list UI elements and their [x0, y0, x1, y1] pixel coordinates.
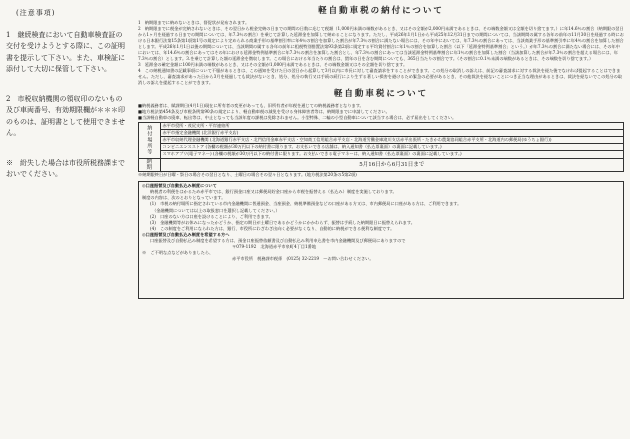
main-column [138, 4, 624, 299]
apply-heading: ◎口座振替及び自動払込み制度を希望する方へ [142, 231, 230, 237]
place-row: 赤平市収納代理金融機関 (北海道銀行赤平支店・北門信用金庫赤平支店・空知商工信用組合赤平支店・北海道労働金庫滝川支店赤平出張所・たきかわ農業協同組合赤平支所・北海道内の郵便局(ゆうちょ銀行)) [160, 137, 623, 144]
note-3: ※ 紛失した場合は市役所税務課までおいでください。 [6, 158, 125, 178]
auto-debit-item-3: (3) 金融機関等がお休みになったかどうか、指定の期日が土曜日であるかどうかにかかわらず、振替は手続した納期限日に振替えられます。 [150, 219, 415, 225]
auto-debit-content: 制度の内容は、次のとおりとなっています。 [142, 195, 226, 201]
section1-item-3: 3 延滞金の確定金額に100円未満の端数があるとき、又はその全額が1,000円未満であるときは、その端数金額又はその全額を切り捨てます。 [138, 62, 408, 68]
place-row: 赤平市役所・茂尻支所・平岸連絡所 [160, 122, 623, 129]
place-row: スマホアプリ(電子マネー) (各欄の税額が30万円以下の納付書に限ります。お支払いできる電子マネーは、納入通知書（払込票裏面）の裏面に記載しています。) [160, 151, 623, 158]
auto-debit-intro: 納税者の利便をはかるため赤平市では、銀行預金口座又は郵便局貯金口座から市税を振替える（払込み）制度を実施しております。 [150, 189, 397, 195]
auto-debit-item-4: (4) この制度をご利用になられた方は、銀行、市役所にわざわざ出向く必要がなくなり、自動的に納税ができる便利な制度です。 [150, 225, 395, 231]
payment-place-table [138, 122, 624, 172]
place-row: 赤平市指定金融機関 (北洋銀行赤平支店) [160, 129, 623, 136]
auto-debit-item-1b: （金融機関については以上の取扱窓口を選択し記載してください。） [150, 207, 280, 213]
payment-place-label: 納付場所等 [139, 122, 161, 158]
contact-line: ※ ご不明な点などがありましたら、 赤平市役所 税務課市税係 (0125) 32-2219 〜お問い合わせください。 [142, 250, 374, 262]
apply-text: 口座振替及び自動払込み制度を希望する方は、預金口座振替依頼書及び自動払込み利用申込書を市内金融機関及び郵便局にありますので [150, 237, 406, 243]
section2-item-1: ■納税義務者は、賦課期日(4月1日)現在に所有者の変更があっても、旧所有者が年税を通じての納税義務者となります。 [138, 102, 364, 108]
section1-item-4: 4 この納税通知書の記載事項について不服があるときは、この通知を受けた日の翌日から起算して3月以内に市長に対して審査請求をすることができます。この処分の取消しの訴えは、前記の審査請求に対する裁決を経た後でなければ提起することはできません。ただし、審査請求があった日から3月を経過しても裁決がないとき、処分、処分の執行又は手続の続行により生ずる著しい損害を避けるため緊急の必要があるとき、その他裁決を経ないことにつき正当な理由があるときは、裁決を経ないでこの処分の取消しの訴えを提起することができます。 [138, 68, 623, 86]
place-row: コンビニエンスストア (各欄の税額が30万円以下の納付書に限ります。お支払いできる店舗は、納入通知書（払込票裏面）の裏面に記載しています。) [160, 144, 623, 151]
auto-debit-box [138, 181, 624, 299]
section2-item-2: ■地方税法第454条及び市税条例第90条の規定により、軽自動車税の減免を受ける身体障害者等は、納期限までに申請してください。 [138, 108, 390, 114]
auto-debit-item-1: (1) 市税の納付場所に指定されている市内金融機関に普通預金、当座預金、納税準備預金などの口座がある方又は、市内郵便局に口座がある方は、ご利用できます。 [150, 201, 462, 207]
note-2: 2 市税収納機関の領収印のないもの及び車両番号、有効期限欄が＊＊＊印のものは、証明書として使用できません。 [6, 94, 125, 137]
deadline-note: ※納期限終日が日曜・祭日の場合その翌日となり、土曜日の場合その翌々日となります。(地方税法第20条の5第2項) [138, 172, 357, 178]
notes-heading: (注意事項) [16, 9, 56, 17]
auto-debit-item-2: (2) 口座のない方は口座を設けることにより、ご利用できます。 [150, 213, 273, 219]
tax-title: 軽自動車税について [333, 88, 429, 99]
section1-item-2: 2 納期限までに税金が完納されないときは、その翌日から税金完納の日までの期間の日数に応じて税額（1,000円未満の端数があるとき、又はその全額が2,000円未満であるときは、その端数金額又は全額を切り捨てます。）に年14.6％の割合（納期限の翌日から1ヶ月を経過する日までの期間については、年7.3％の割合）を乗じて計算した延滞金を加算して納めることになります。ただし、平成26年1月1日から平成25年12月31日までの期間については、当該期間の属する各年の前年の11月30日を経過する時における日本銀行法第15条第1項第1号の規定により定められる商業手形の基準割引率に年4％の割合を加算した割合が年7.3％の割合に満たない場合には、その年中においては、年7.3％の割合にあっては、当該商業手形の基準割引率に年4％の割合を加算した割合とします。平成26年1月1日以後の期間については、当該期間の属する各年の前年に租税特別措置法第93条第2項に規定する平均貸付割合に年1％の割合を加算した割合（以下「延滞金特例基準割合」という。）が年7.3％の割合に満たない場合には、その年中においては、年14.6％の割合にあってはその年における延滞金特例基準割合に年7.3％の割合を加算した割合とし、年7.3％の割合にあっては当該延滞金特例基準割合に年1％の割合を加算した割合（当該加算した割合が年7.3％の割合を超える場合には、年7.3％の割合）とします。3.を乗じて計算した額の延滞金を徴収します。この場合における年当たりの割合は、閏年の日を含む期間についても、365日当たりの割合です。（その割合に0.1％未満の端数があるときは、その端数を切り捨てます。） [138, 26, 624, 62]
auto-debit-heading: ◎口座振替及び自動払込み制度について [142, 183, 217, 189]
payment-title: 軽自動車税の納付について [318, 6, 444, 16]
section1-item-1: 1 納期限までに納めないときは、督促状が発布されます。 [138, 20, 250, 25]
deadline-value: 5月16日から6月31日まで [160, 158, 623, 171]
note-1: 1 継続検査において自動車検査証の交付を受けようとする際に、この証明書を提示して下さい。また、車検証に添付して大切に保管して下さい。 [6, 30, 125, 73]
deadline-label: 納 期 [139, 158, 161, 171]
section2-item-3: ■当該軽自動車の廃車、転出等は、中止となっても当該年度の課税は免除されません。小型特殊、二輪の小型自動車について該当する場合は、必ず届出をしてください。 [138, 114, 457, 120]
notes-column [6, 4, 128, 199]
address: 〒079-1192 北海道赤平市泉町4丁目1番地 [232, 244, 317, 250]
